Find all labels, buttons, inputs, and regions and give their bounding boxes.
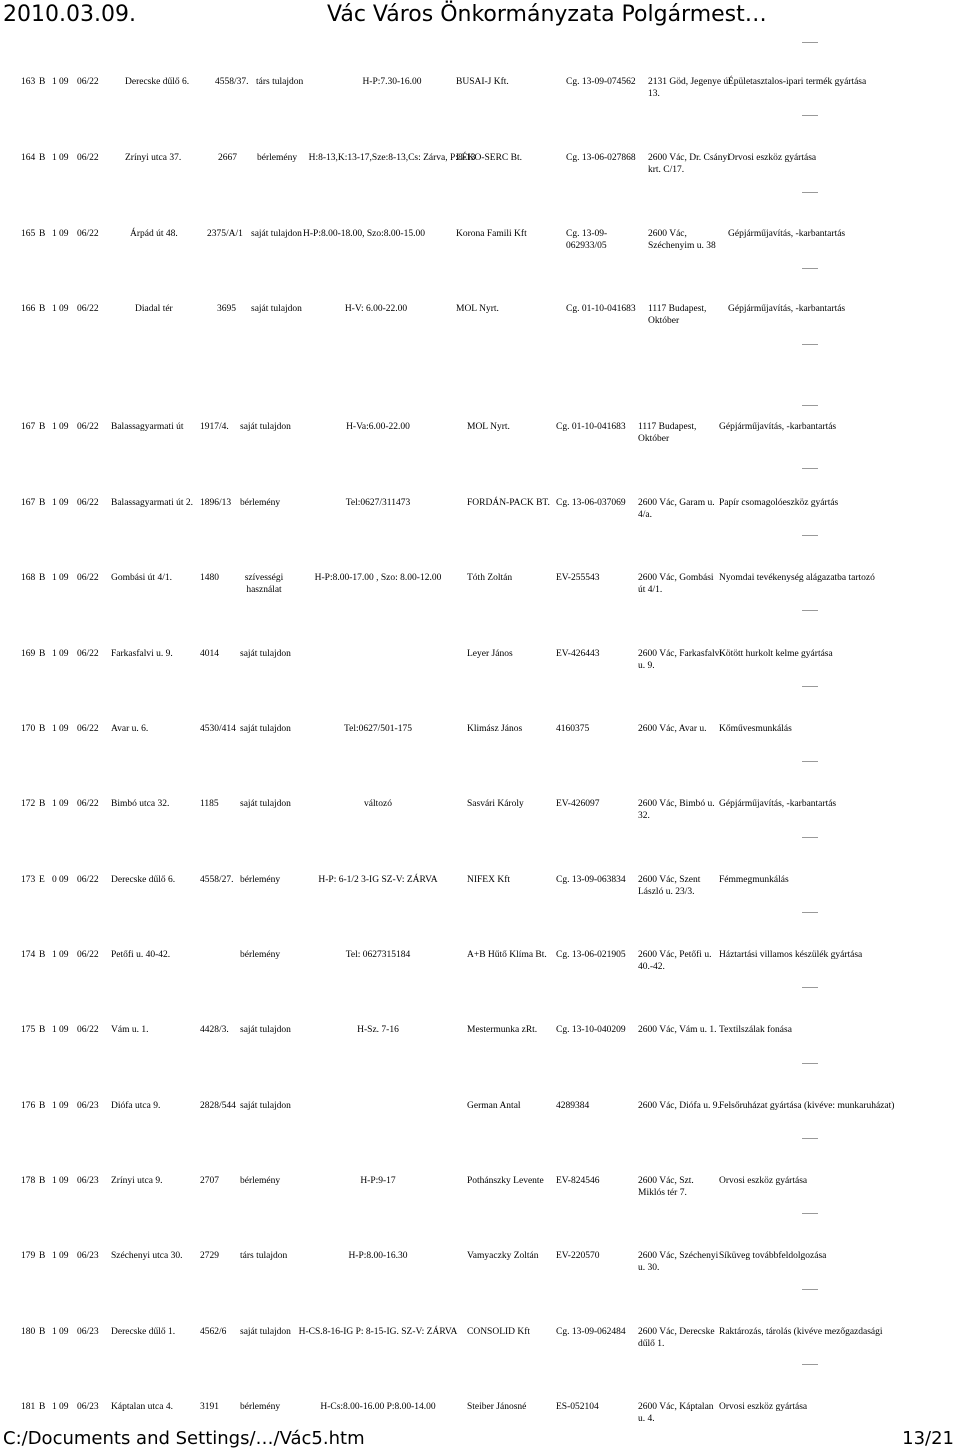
record-ownership: saját tulajdon [251, 304, 302, 314]
record-seat: 2600 Vác, Szent László u. 23/3. [638, 875, 701, 897]
record-type: B [39, 1176, 46, 1186]
record-hrsz: 4014 [200, 649, 219, 659]
record-date: 06/22 [77, 153, 99, 163]
record-address: Zrínyi utca 9. [111, 1176, 163, 1186]
record-address: Petőfi u. 40-42. [111, 950, 171, 960]
record-no: 174 [21, 950, 36, 960]
row-separator [802, 1289, 818, 1290]
record-hours: H-P:8.00-18.00, Szo:8.00-15.00 [303, 229, 425, 239]
record-flag: 1 [52, 724, 57, 734]
record-hours: Tel:0627/501-175 [344, 724, 412, 734]
record-date: 06/23 [77, 1251, 99, 1261]
record-seat: 2600 Vác, Káptalan u. 4. [638, 1402, 714, 1424]
record-date: 06/22 [77, 229, 99, 239]
record-no: 169 [21, 649, 36, 659]
record-hrsz: 1185 [200, 799, 219, 809]
record-seat: 2600 Vác, Garam u. 4/a. [638, 498, 715, 520]
record-seat: 1117 Budapest, Október [648, 304, 707, 326]
row-separator [802, 42, 818, 43]
record-activity: Gépjárműjavítás, -karbantartás [719, 799, 837, 809]
record-ownership: bérlemény [257, 153, 298, 163]
record-flag: 1 [52, 573, 57, 583]
record-type: B [39, 1101, 46, 1111]
record-type: B [39, 1402, 46, 1412]
record-type: B [39, 1025, 46, 1035]
row-separator [802, 1364, 818, 1365]
record-year: 09 [59, 1251, 69, 1261]
record-seat: 2600 Vác, Bimbó u. 32. [638, 799, 715, 821]
record-activity: Nyomdai tevékenység alágazatba tartozó [719, 573, 875, 583]
record-reg: Cg. 13-10-040209 [556, 1025, 626, 1035]
record-ownership: saját tulajdon [240, 1327, 291, 1337]
record-ownership: társ tulajdon [240, 1251, 288, 1261]
record-ownership: saját tulajdon [240, 422, 291, 432]
record-hours: H-P:8.00-16.30 [348, 1251, 408, 1261]
record-seat: 2600 Vác, Derecske dűlő 1. [638, 1327, 715, 1349]
record-reg: 4289384 [556, 1101, 590, 1111]
record-flag: 1 [52, 799, 57, 809]
record-year: 09 [59, 1327, 69, 1337]
record-hours: H:8-13,K:13-17,Sze:8-13,Cs: Zárva, P:8-13 [308, 153, 476, 163]
record-hrsz: 4428/3. [200, 1025, 229, 1035]
record-reg: Cg. 13-06-037069 [556, 498, 626, 508]
record-hours: H-CS.8-16-IG P: 8-15-IG. SZ-V: ZÁRVA [298, 1327, 458, 1337]
record-hrsz: 1480 [200, 573, 219, 583]
record-no: 164 [21, 153, 36, 163]
record-seat: 2600 Vác, Szt. Miklós tér 7. [638, 1176, 694, 1198]
record-flag: 1 [52, 77, 57, 87]
record-type: B [39, 304, 46, 314]
record-seat: 2600 Vác, Avar u. [638, 724, 707, 734]
record-reg: Cg. 01-10-041683 [566, 304, 636, 314]
row-separator [802, 1063, 818, 1064]
record-company: German Antal [467, 1101, 521, 1111]
record-flag: 1 [52, 498, 57, 508]
record-no: 178 [21, 1176, 36, 1186]
record-type: B [39, 498, 46, 508]
record-address: Zrínyi utca 37. [125, 153, 182, 163]
record-year: 09 [59, 153, 69, 163]
record-no: 175 [21, 1025, 36, 1035]
record-seat: 2600 Vác, Gombási út 4/1. [638, 573, 714, 595]
record-hours: H-Sz. 7-16 [357, 1025, 399, 1035]
record-company: Mestermunka zRt. [467, 1025, 538, 1035]
header-title: Vác Város Önkormányzata Polgármest… [327, 2, 767, 27]
record-ownership: bérlemény [240, 875, 281, 885]
row-separator [802, 1213, 818, 1214]
record-ownership: társ tulajdon [256, 77, 304, 87]
row-separator [802, 535, 818, 536]
record-date: 06/23 [77, 1176, 99, 1186]
record-company: A+B Hűtő Klíma Bt. [467, 950, 547, 960]
record-flag: 1 [52, 649, 57, 659]
record-no: 167 [21, 422, 36, 432]
record-hrsz: 4558/27. [200, 875, 234, 885]
record-flag: 1 [52, 304, 57, 314]
record-type: B [39, 573, 46, 583]
record-year: 09 [59, 229, 69, 239]
record-activity: Felsőruházat gyártása (kivéve: munkaruházat) [719, 1101, 895, 1111]
record-type: B [39, 153, 46, 163]
record-seat: 2600 Vác, Dr. Csányi krt. C/17. [648, 153, 730, 175]
record-ownership: saját tulajdon [240, 1101, 291, 1111]
record-reg: EV-426097 [556, 799, 600, 809]
record-address: Diófa utca 9. [111, 1101, 161, 1111]
record-flag: 1 [52, 950, 57, 960]
record-activity: Háztartási villamos készülék gyártása [719, 950, 863, 960]
record-company: Steiber Jánosné [467, 1402, 527, 1412]
record-ownership: saját tulajdon [240, 1025, 291, 1035]
record-reg: EV-426443 [556, 649, 600, 659]
record-hrsz: 2828/544 [200, 1101, 236, 1111]
record-activity: Síküveg továbbfeldolgozása [719, 1251, 827, 1261]
record-type: B [39, 229, 46, 239]
record-reg: EV-824546 [556, 1176, 600, 1186]
record-reg: Cg. 13-06-021905 [556, 950, 626, 960]
record-seat: 2600 Vác, Diófa u. 9. [638, 1101, 720, 1111]
record-flag: 1 [52, 1025, 57, 1035]
record-hours: H-P:9-17 [360, 1176, 396, 1186]
record-year: 09 [59, 1101, 69, 1111]
row-separator [802, 912, 818, 913]
record-company: NIFEX Kft [467, 875, 511, 885]
record-activity: Gépjárműjavítás, -karbantartás [728, 304, 846, 314]
record-flag: 0 [52, 875, 57, 885]
record-year: 09 [59, 422, 69, 432]
record-year: 09 [59, 649, 69, 659]
record-activity: Orvosi eszköz gyártása [719, 1402, 808, 1412]
record-company: MOL Nyrt. [456, 304, 499, 314]
record-ownership: bérlemény [240, 950, 281, 960]
record-year: 09 [59, 304, 69, 314]
record-year: 09 [59, 573, 69, 583]
record-address: Diadal tér [135, 304, 173, 314]
record-date: 06/22 [77, 304, 99, 314]
record-year: 09 [59, 875, 69, 885]
record-seat: 2600 Vác, Széchenyi u. 30. [638, 1251, 719, 1273]
record-ownership: szívességi használat [244, 573, 284, 595]
record-activity: Orvosi eszköz gyártása [728, 153, 817, 163]
record-hrsz: 2667 [218, 153, 237, 163]
record-activity: Épületasztalos-ipari termék gyártása [728, 77, 867, 87]
record-hrsz: 2729 [200, 1251, 219, 1261]
record-date: 06/22 [77, 498, 99, 508]
record-type: E [39, 875, 45, 885]
record-seat: 2131 Göd, Jegenye út 13. [648, 77, 731, 99]
record-seat: 2600 Vác, Farkasfalvi u. 9. [638, 649, 722, 671]
record-reg: EV-220570 [556, 1251, 600, 1261]
record-hrsz: 1896/13 [200, 498, 232, 508]
record-flag: 1 [52, 1251, 57, 1261]
record-seat: 2600 Vác, Petőfi u. 40.-42. [638, 950, 712, 972]
record-no: 167 [21, 498, 36, 508]
record-address: Széchenyi utca 30. [111, 1251, 183, 1261]
record-address: Avar u. 6. [111, 724, 149, 734]
record-seat: 2600 Vác, Vám u. 1. [638, 1025, 717, 1035]
record-ownership: bérlemény [240, 1176, 281, 1186]
row-separator [802, 610, 818, 611]
record-year: 09 [59, 799, 69, 809]
record-address: Farkasfalvi u. 9. [111, 649, 173, 659]
record-activity: Gépjárműjavítás, -karbantartás [719, 422, 837, 432]
record-reg: Cg. 13-09-074562 [566, 77, 636, 87]
record-flag: 1 [52, 229, 57, 239]
record-no: 180 [21, 1327, 36, 1337]
record-no: 172 [21, 799, 36, 809]
record-type: B [39, 649, 46, 659]
record-hrsz: 2375/A/1 [207, 229, 243, 239]
record-ownership: saját tulajdon [240, 799, 291, 809]
record-type: B [39, 422, 46, 432]
record-type: B [39, 799, 46, 809]
record-address: Derecske dűlő 1. [111, 1327, 176, 1337]
record-hrsz: 4558/37. [215, 77, 249, 87]
record-activity: Orvosi eszköz gyártása [719, 1176, 808, 1186]
record-type: B [39, 950, 46, 960]
record-address: Árpád út 48. [130, 229, 178, 239]
record-hours: Tel:0627/311473 [345, 498, 411, 508]
record-hours: Tel: 0627315184 [345, 950, 411, 960]
record-activity: Fémmegmunkálás [719, 875, 789, 885]
record-address: Gombási út 4/1. [111, 573, 172, 583]
record-ownership: bérlemény [240, 498, 281, 508]
row-separator [802, 761, 818, 762]
record-hours: H-Va:6.00-22.00 [346, 422, 410, 432]
record-hours: H-P:8.00-17.00 , Szo: 8.00-12.00 [314, 573, 442, 583]
record-date: 06/22 [77, 573, 99, 583]
record-type: B [39, 724, 46, 734]
record-date: 06/23 [77, 1402, 99, 1412]
record-type: B [39, 77, 46, 87]
record-reg: Cg. 13-09-062933/05 [566, 229, 608, 251]
record-type: B [39, 1251, 46, 1261]
record-date: 06/22 [77, 1025, 99, 1035]
record-year: 09 [59, 77, 69, 87]
record-company: Korona Famili Kft [456, 229, 527, 239]
record-company: Leyer János [467, 649, 513, 659]
record-company: Tóth Zoltán [467, 573, 513, 583]
record-company: Vamyaczky Zoltán [467, 1251, 539, 1261]
record-hrsz: 2707 [200, 1176, 219, 1186]
record-no: 163 [21, 77, 36, 87]
record-hrsz: 4562/6 [200, 1327, 227, 1337]
record-no: 166 [21, 304, 36, 314]
record-date: 06/22 [77, 77, 99, 87]
record-date: 06/23 [77, 1327, 99, 1337]
record-ownership: bérlemény [240, 1402, 281, 1412]
record-flag: 1 [52, 1101, 57, 1111]
record-type: B [39, 1327, 46, 1337]
record-address: Derecske dűlő 6. [111, 875, 176, 885]
record-reg: EV-255543 [556, 573, 600, 583]
record-company: FORDÁN-PACK BT. [467, 498, 550, 508]
record-activity: Kőművesmunkálás [719, 724, 792, 734]
record-activity: Kötött hurkolt kelme gyártása [719, 649, 833, 659]
row-separator [802, 837, 818, 838]
record-hours: H-P:7.30-16.00 [362, 77, 422, 87]
record-year: 09 [59, 1402, 69, 1412]
record-reg: Cg. 13-09-063834 [556, 875, 626, 885]
record-company: MOL Nyrt. [467, 422, 510, 432]
row-separator [802, 115, 818, 116]
record-seat: 1117 Budapest, Október [638, 422, 697, 444]
record-company: CONSOLID Kft [467, 1327, 531, 1337]
row-separator [802, 468, 818, 469]
record-no: 173 [21, 875, 36, 885]
record-year: 09 [59, 950, 69, 960]
record-company: Pothánszky Levente [467, 1176, 544, 1186]
record-ownership: saját tulajdon [251, 229, 302, 239]
record-no: 165 [21, 229, 36, 239]
record-reg: Cg. 13-06-027868 [566, 153, 636, 163]
record-address: Balassagyarmati út [111, 422, 184, 432]
record-address: Balassagyarmati út 2. [111, 498, 194, 508]
record-activity: Papír csomagolóeszköz gyártás [719, 498, 839, 508]
record-no: 168 [21, 573, 36, 583]
record-hrsz: 3695 [217, 304, 236, 314]
record-activity: Gépjárműjavítás, -karbantartás [728, 229, 846, 239]
record-flag: 1 [52, 1402, 57, 1412]
record-hours: H-V: 6.00-22.00 [344, 304, 408, 314]
header-date: 2010.03.09. [3, 2, 136, 27]
record-date: 06/22 [77, 422, 99, 432]
record-date: 06/22 [77, 950, 99, 960]
record-ownership: saját tulajdon [240, 724, 291, 734]
record-address: Derecske dűlő 6. [125, 77, 190, 87]
record-flag: 1 [52, 422, 57, 432]
record-company: Sasvári Károly [467, 799, 524, 809]
record-reg: 4160375 [556, 724, 590, 734]
footer-page-number: 13/21 [902, 1428, 954, 1449]
record-flag: 1 [52, 1176, 57, 1186]
record-date: 06/22 [77, 649, 99, 659]
row-separator [802, 1138, 818, 1139]
record-address: Vám u. 1. [111, 1025, 149, 1035]
record-year: 09 [59, 1025, 69, 1035]
record-hours: H-Cs:8.00-16.00 P:8.00-14.00 [320, 1402, 436, 1412]
record-reg: Cg. 01-10-041683 [556, 422, 626, 432]
record-hours: változó [364, 799, 392, 809]
row-separator [802, 268, 818, 269]
record-reg: ES-052104 [556, 1402, 599, 1412]
record-activity: Textilszálak fonása [719, 1025, 792, 1035]
record-hrsz: 1917/4. [200, 422, 229, 432]
row-separator [802, 344, 818, 345]
record-flag: 1 [52, 153, 57, 163]
record-activity: Raktározás, tárolás (kivéve mezőgazdasági [719, 1327, 883, 1337]
record-hrsz: 4530/414 [200, 724, 236, 734]
record-year: 09 [59, 1176, 69, 1186]
record-address: Bimbó utca 32. [111, 799, 170, 809]
record-date: 06/23 [77, 1101, 99, 1111]
row-separator [802, 405, 818, 406]
record-year: 09 [59, 724, 69, 734]
record-date: 06/22 [77, 724, 99, 734]
record-reg: Cg. 13-09-062484 [556, 1327, 626, 1337]
record-ownership: saját tulajdon [240, 649, 291, 659]
row-separator [802, 192, 818, 193]
record-address: Káptalan utca 4. [111, 1402, 173, 1412]
record-no: 176 [21, 1101, 36, 1111]
row-separator [802, 686, 818, 687]
record-company: LÉKO-SERC Bt. [456, 153, 522, 163]
record-seat: 2600 Vác, Széchenyim u. 38 [648, 229, 716, 251]
record-company: Klimász János [467, 724, 523, 734]
footer-path: C:/Documents and Settings/…/Vác5.htm [3, 1428, 365, 1449]
record-year: 09 [59, 498, 69, 508]
record-flag: 1 [52, 1327, 57, 1337]
record-no: 179 [21, 1251, 36, 1261]
record-date: 06/22 [77, 875, 99, 885]
record-hours: H-P: 6-1/2 3-IG SZ-V: ZÁRVA [318, 875, 438, 885]
record-hrsz: 3191 [200, 1402, 219, 1412]
record-no: 170 [21, 724, 36, 734]
record-company: BUSAI-J Kft. [456, 77, 509, 87]
record-date: 06/22 [77, 799, 99, 809]
row-separator [802, 987, 818, 988]
record-no: 181 [21, 1402, 36, 1412]
